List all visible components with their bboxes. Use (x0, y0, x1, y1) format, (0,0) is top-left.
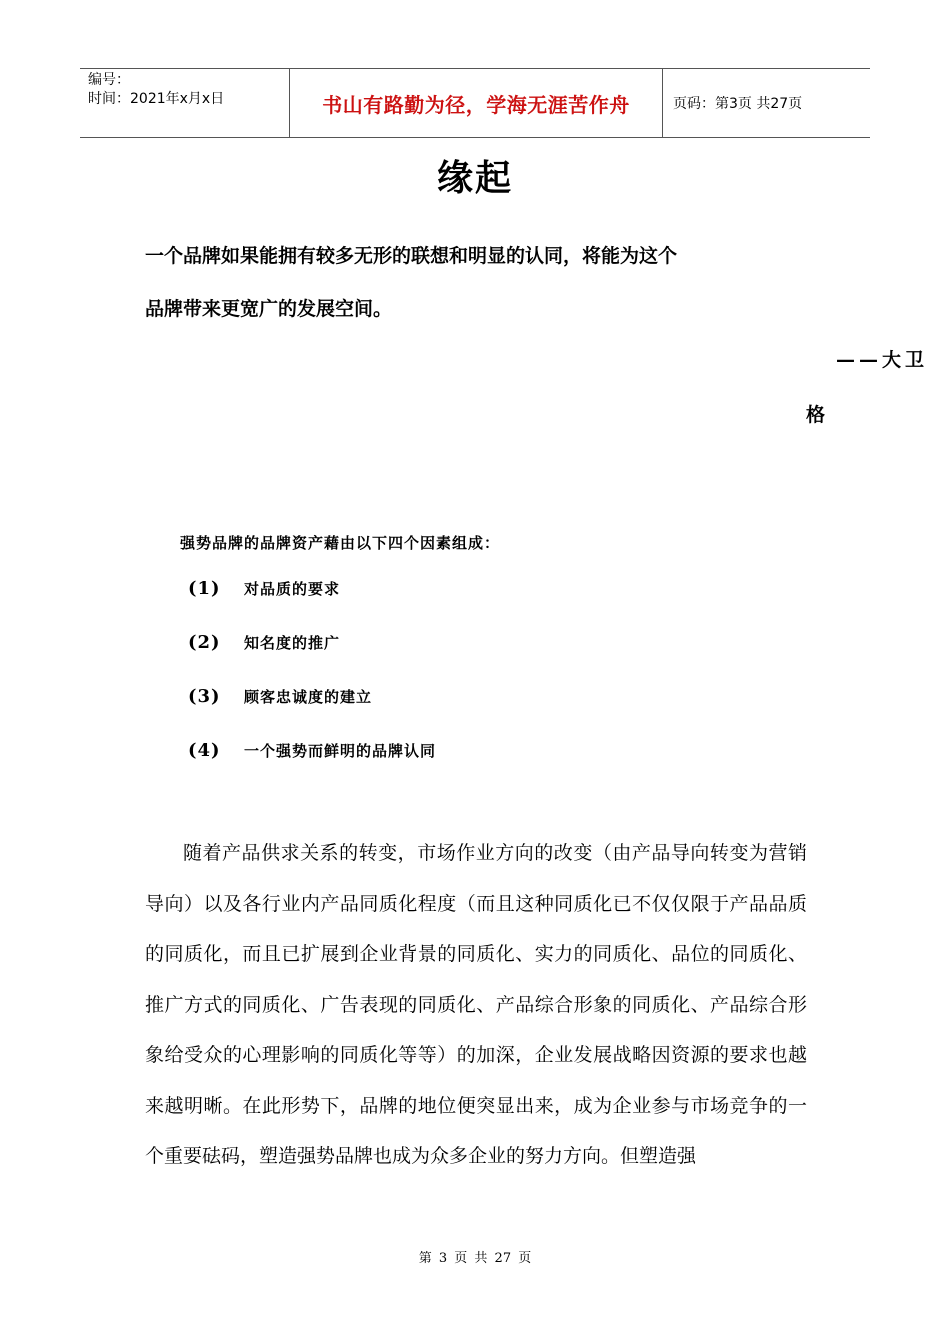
quote-line-1: 一个品牌如果能拥有较多无形的联想和明显的认同，将能为这个 (145, 245, 678, 267)
list-item (188, 578, 436, 632)
page-info-text: 页码：第3页 共27页 (673, 96, 803, 112)
header-meta (80, 69, 290, 137)
body-paragraph: 随着产品供求关系的转变，市场作业方向的改变（由产品导向转变为营销导向）以及各行业内产品同质化程度（而且这种同质化已不仅仅限于产品品质的同质化，而且已扩展到企业背景的同质化、实力的同质化、品位的同质化、推广方式的同质化、广告表现的同质化、产品综合形象的同质化、产品综合形象给受众的心理影响的同质化等等）的加深，企业发展战略因资源的要求也越来越明晰。在此形势下，品牌的地位便突显出来，成为企业参与市场竞争的一个重要砝码，塑造强势品牌也成为众多企业的努力方向。但塑造强 (145, 842, 807, 1167)
document-title: 缘起 (436, 157, 513, 199)
list-item (188, 740, 436, 794)
page-header (80, 68, 870, 138)
list-item-text: 对品质的要求 (244, 580, 341, 598)
quote-author-part-1: ——大卫 (836, 349, 929, 371)
brand-elements-intro: 强势品牌的品牌资产藉由以下四个因素组成： (180, 534, 501, 552)
list-item-number: (1) (188, 578, 221, 599)
page-footer: 第 3 页 共 27 页 (418, 1251, 532, 1266)
list-item-number: (4) (188, 740, 221, 761)
serial-number-label: 编号： (88, 72, 130, 88)
date-label: 时间：2021年x月x日 (88, 91, 225, 107)
brand-elements-list (188, 578, 436, 794)
quote-line-2: 品牌带来更宽广的发展空间。 (145, 298, 393, 320)
header-motto (290, 69, 663, 137)
quote-author-part-2: 格 (806, 404, 830, 426)
list-item-text: 顾客忠诚度的建立 (244, 688, 373, 706)
list-item-text: 一个强势而鲜明的品牌认同 (244, 742, 437, 760)
motto-text: 书山有路勤为径，学海无涯苦作舟 (322, 92, 630, 117)
header-page-info (663, 69, 870, 137)
list-item (188, 686, 436, 740)
list-item (188, 632, 436, 686)
list-item-number: (3) (188, 686, 221, 707)
list-item-text: 知名度的推广 (244, 634, 341, 652)
list-item-number: (2) (188, 632, 221, 653)
